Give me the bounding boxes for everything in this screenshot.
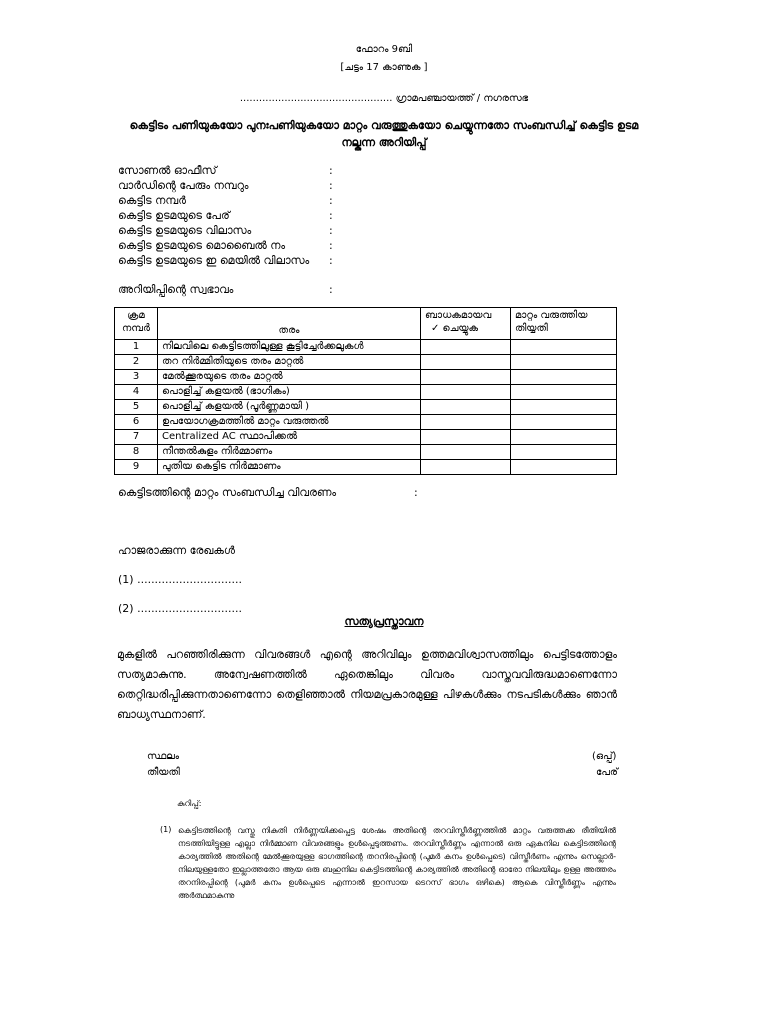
field-label: വാർഡിന്റെ പേരും നമ്പറും bbox=[118, 179, 249, 192]
change-details-colon: : bbox=[414, 486, 418, 499]
applicable-cell[interactable] bbox=[421, 445, 511, 460]
notice-nature-label: അറിയിപ്പിന്റെ സ്വഭാവം bbox=[118, 283, 234, 296]
applicable-cell[interactable] bbox=[421, 340, 511, 355]
table-row bbox=[115, 460, 617, 475]
field-colon: : bbox=[329, 224, 333, 237]
applicable-cell[interactable] bbox=[421, 355, 511, 370]
header-sl-no bbox=[115, 308, 158, 340]
date-cell[interactable] bbox=[511, 355, 617, 370]
row-type: പൊളിച്ച് കളയൽ (പൂർണ്ണമായി ) bbox=[158, 400, 421, 415]
table-row bbox=[115, 355, 617, 370]
table-row bbox=[115, 400, 617, 415]
row-type: Centralized AC സ്ഥാപിക്കൽ bbox=[158, 430, 421, 445]
field-colon: : bbox=[329, 239, 333, 252]
date-cell[interactable] bbox=[511, 430, 617, 445]
row-number: 9 bbox=[115, 460, 158, 475]
table-row bbox=[115, 430, 617, 445]
row-type: നിലവിലെ കെട്ടിടത്തിലുള്ള കൂട്ടിച്ചേർക്കലുകൾ bbox=[158, 340, 421, 355]
table-row bbox=[115, 340, 617, 355]
row-number: 5 bbox=[115, 400, 158, 415]
form-title-line2: നല്കുന്ന അറിയിപ്പ് bbox=[341, 136, 427, 149]
field-zonal-office bbox=[118, 163, 217, 178]
field-owner-email bbox=[118, 253, 309, 268]
declaration-line: മുകളിൽ പറഞ്ഞിരിക്കുന്ന വിവരങ്ങൾ എന്റെ അറിവിലും ഉത്തമവിശ്വാസത്തിലും പെട്ടിടത്തോളം bbox=[117, 648, 617, 661]
field-owner-name bbox=[118, 208, 230, 223]
date-cell[interactable] bbox=[511, 445, 617, 460]
header-text: മാറ്റം വരുത്തിയ bbox=[515, 310, 588, 321]
applicable-cell[interactable] bbox=[421, 370, 511, 385]
signature-label: (ഒപ്പ്) bbox=[592, 751, 617, 762]
field-owner-address bbox=[118, 223, 251, 238]
row-type: മേൽക്കൂരയുടെ തരം മാറ്റൽ bbox=[158, 370, 421, 385]
header-text: ✓ ചെയ്യുക bbox=[431, 323, 479, 334]
applicable-cell[interactable] bbox=[421, 460, 511, 475]
row-type: പൊളിച്ച് കളയൽ (ഭാഗികം) bbox=[158, 385, 421, 400]
date-cell[interactable] bbox=[511, 370, 617, 385]
header-text: ക്രമ bbox=[127, 310, 145, 321]
field-colon: : bbox=[329, 164, 333, 177]
row-type: പുതിയ കെട്ടിട നിർമ്മാണം bbox=[158, 460, 421, 475]
note-heading: കുറിപ്പ്: bbox=[177, 799, 202, 808]
form-title-line1: കെട്ടിടം പണിയുകയോ പുനഃപണിയുകയോ മാറ്റം വരുത്തുകയോ ചെയ്യുന്നതോ സംബന്ധിച്ച് കെട്ടിട ഉടമ bbox=[129, 119, 639, 132]
row-number: 3 bbox=[115, 370, 158, 385]
row-number: 6 bbox=[115, 415, 158, 430]
header-text: തിയ്യതി bbox=[515, 323, 548, 334]
table-row bbox=[115, 385, 617, 400]
form-number: ഫോറം 9ബി bbox=[355, 44, 413, 55]
table-row bbox=[115, 415, 617, 430]
field-label: കെട്ടിട ഉടമയുടെ ഇ മെയിൽ വിലാസം bbox=[118, 254, 310, 267]
field-colon: : bbox=[329, 209, 333, 222]
header-text: നമ്പർ bbox=[122, 323, 150, 334]
table-row bbox=[115, 445, 617, 460]
header-change-date bbox=[511, 308, 617, 340]
row-number: 2 bbox=[115, 355, 158, 370]
rule-reference: [ചട്ടം 17 കാണുക ] bbox=[340, 62, 428, 73]
date-cell[interactable] bbox=[511, 385, 617, 400]
note-number: (1) bbox=[160, 825, 172, 834]
declaration-heading: സത്യപ്രസ്താവന bbox=[344, 615, 424, 628]
row-type: നീന്തൽകുളം നിർമ്മാണം bbox=[158, 445, 421, 460]
notice-nature-colon: : bbox=[329, 283, 333, 296]
declaration-line: തെറ്റിദ്ധരിപ്പിക്കുന്നതാണെന്നോ തെളിഞ്ഞാൽ നിയമപ്രകാരമുള്ള പിഴകൾക്കും നടപടികൾക്കും ഞാൻ bbox=[117, 688, 617, 701]
declaration-line: സത്യമാകുന്നു. അന്വേഷണത്തിൽ ഏതെങ്കിലും വിവരം വാസ്തവവിരുദ്ധമാണെന്നോ bbox=[117, 668, 617, 681]
row-number: 7 bbox=[115, 430, 158, 445]
row-type: ഉപയോഗക്രമത്തിൽ മാറ്റം വരുത്തൽ bbox=[158, 415, 421, 430]
note-text: കെട്ടിടത്തിന്റെ വസ്തു നികുതി നിർണ്ണയിക്കപ്പെട്ട ശേഷം അതിന്റെ തറവിസ്തീർണ്ണത്തിൽ മാറ്റം വരുത്തക്ക രീതിയിൽ നടത്തിയിട്ടുള്ള എല്ലാ നിർമ്മാണ വിവരങ്ങളും ഉൾപ്പെടുത്തണം. തറവിസ്തീർണ്ണം എന്നാൽ ഒരു ഏകനില കെട്ടിടത്തിന്റെ കാര്യത്തിൽ അതിന്റെ മേൽക്കൂരയുള്ള ഭാഗത്തിന്റെ തറനിരപ്പിന്റെ (പുമർ കനം ഉൾപ്പെടെ) വിസ്തീർണം എന്നും സെല്ലാർ- നിലയുള്ളതോ ഇല്ലാത്തതോ ആയ ഒരു ബഹുനില കെട്ടിടത്തിന്റെ കാര്യത്തിൽ അതിന്റെ ഓരോ നിലയിലും ഉള്ള അത്തരം തറനിരപ്പിന്റെ (പുമർ കനം ഉൾപ്പെടെ എന്നാൽ ഇറസായ ടെറസ് ഭാഗം ഒഴികെ) ആകെ വിസ്തീർണ്ണം എന്നും അർത്ഥമാകുന്നു bbox=[178, 826, 616, 900]
field-colon: : bbox=[329, 254, 333, 267]
field-label: സോണൽ ഓഫീസ് bbox=[118, 164, 217, 177]
applicable-cell[interactable] bbox=[421, 415, 511, 430]
change-type-table bbox=[114, 307, 617, 475]
date-cell[interactable] bbox=[511, 415, 617, 430]
declaration-line: ബാധ്യസ്ഥനാണ്. bbox=[117, 708, 206, 721]
row-number: 1 bbox=[115, 340, 158, 355]
header-type: തരം bbox=[158, 308, 421, 340]
field-colon: : bbox=[329, 194, 333, 207]
date-cell[interactable] bbox=[511, 340, 617, 355]
document-item-1[interactable]: (1) .............................. bbox=[118, 573, 242, 586]
table-row bbox=[115, 370, 617, 385]
row-number: 8 bbox=[115, 445, 158, 460]
name-label: പേര് bbox=[596, 767, 618, 778]
table-header-row bbox=[115, 308, 617, 340]
field-label: കെട്ടിട ഉടമയുടെ മൊബൈൽ നം bbox=[118, 239, 286, 252]
applicable-cell[interactable] bbox=[421, 430, 511, 445]
header-applicable bbox=[421, 308, 511, 340]
header-text: ബാധകമായവ bbox=[425, 310, 492, 321]
field-building-number bbox=[118, 193, 186, 208]
field-owner-mobile bbox=[118, 238, 285, 253]
field-colon: : bbox=[329, 179, 333, 192]
panchayat-line: ................................................ ഗ്രാമപഞ്ചായത്ത് / നഗരസഭ bbox=[239, 93, 529, 104]
row-type: തറ നിർമ്മിതിയുടെ തരം മാറ്റൽ bbox=[158, 355, 421, 370]
applicable-cell[interactable] bbox=[421, 385, 511, 400]
date-cell[interactable] bbox=[511, 460, 617, 475]
row-number: 4 bbox=[115, 385, 158, 400]
declaration-text bbox=[117, 645, 617, 725]
date-label: തീയതി bbox=[147, 767, 180, 778]
place-label: സ്ഥലം bbox=[147, 751, 180, 762]
document-item-2[interactable]: (2) .............................. bbox=[118, 602, 242, 615]
field-label: കെട്ടിട ഉടമയുടെ വിലാസം bbox=[118, 224, 252, 237]
field-label: കെട്ടിട ഉടമയുടെ പേര് bbox=[118, 209, 230, 222]
field-label: കെട്ടിട നമ്പർ bbox=[118, 194, 186, 207]
documents-label: ഹാജരാക്കുന്ന രേഖകൾ bbox=[118, 544, 235, 557]
applicable-cell[interactable] bbox=[421, 400, 511, 415]
date-cell[interactable] bbox=[511, 400, 617, 415]
change-details-label: കെട്ടിടത്തിന്റെ മാറ്റം സംബന്ധിച്ച വിവരണം bbox=[118, 486, 337, 499]
field-ward bbox=[118, 178, 249, 193]
